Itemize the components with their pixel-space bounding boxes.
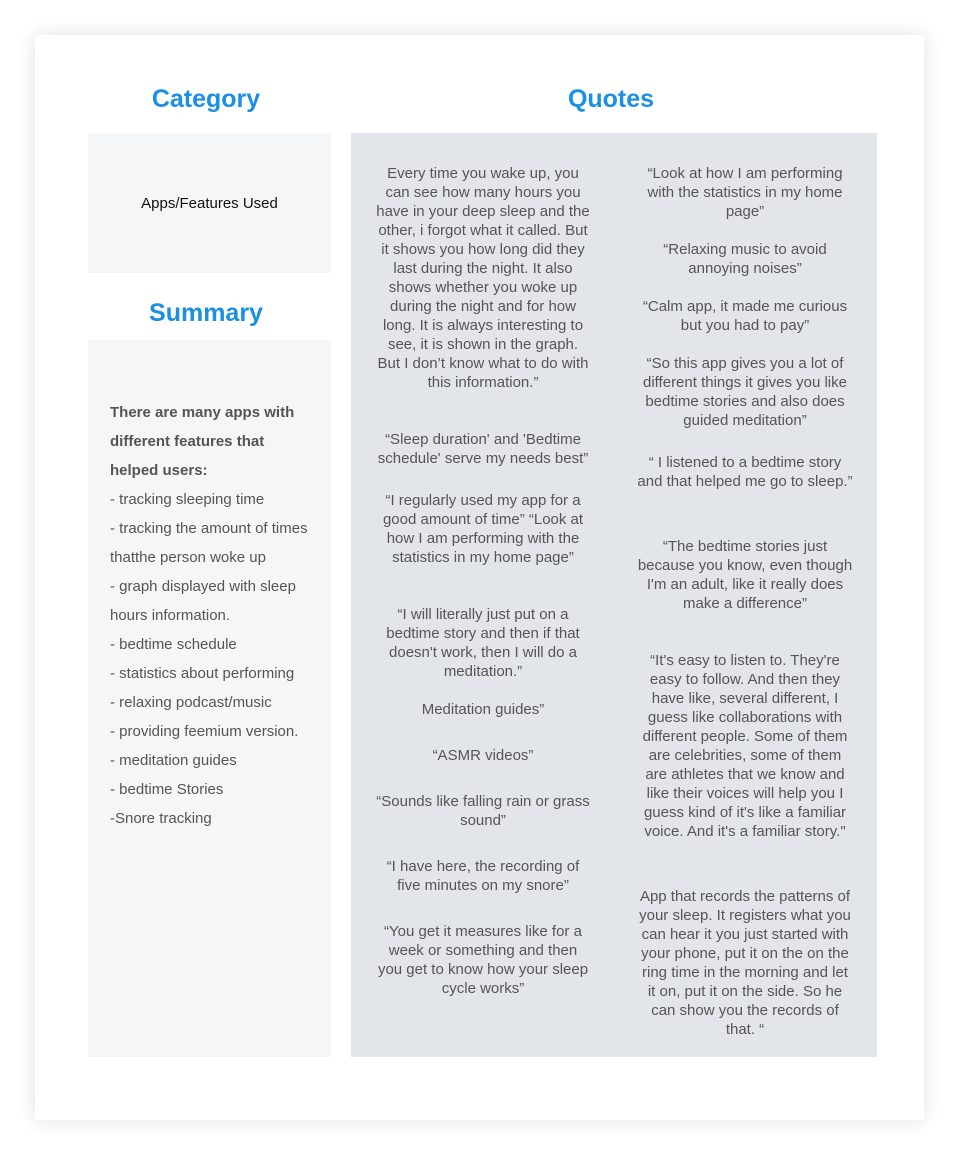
summary-item: -Snore tracking [110,810,212,827]
summary-item: - providing feemium version. [110,723,299,740]
quotes-box [351,133,877,1057]
quote: “ I listened to a bedtime story and that helped me go to sleep.” [637,454,853,490]
category-heading: Category [151,85,261,113]
summary-item: - relaxing podcast/music [110,694,272,711]
quote: “The bedtime stories just because you know, even though I'm an adult, like it really does make a difference” [637,538,853,612]
quote: “Look at how I am performing with the statistics in my home page” [647,165,843,220]
quote: “Calm app, it made me curious but you had to pay” [642,298,848,334]
category-box [88,133,331,273]
summary-item: - bedtime Stories [110,781,224,798]
quote: “I regularly used my app for a good amount of time” “Look at how I am performing with the statistics in my home page” [382,492,584,566]
quote: Every time you wake up, you can see how many hours you have in your deep sleep and the other, i forgot what it called. But it shows you how long did they last during the night. It also shows whether you woke up during the night and for how long. It is always interesting to see, it is shown in the graph. But I don’t know what to do with this information.” [376,165,590,391]
quote: “Relaxing music to avoid annoying noises” [663,241,827,277]
quote: App that records the patterns of your sleep. It registers what you can hear it you just started with your phone, put it on the on the ring time in the morning and let it on, put it on the side. So he can show you the records of that. “ [639,888,851,1038]
quote: “So this app gives you a lot of different things it gives you like bedtime stories and also does guided meditation” [642,355,847,429]
quote: “I will literally just put on a bedtime story and then if that doesn't work, then I will do a meditation.” [386,606,580,680]
category-label: Apps/Features Used [141,194,278,212]
summary-item: - meditation guides [110,752,237,769]
quote: Meditation guides” [421,701,545,718]
summary-heading: Summary [149,299,263,327]
summary-item: - graph displayed with sleep hours information. [110,578,296,624]
quote: “ASMR videos” [432,747,534,764]
summary-intro: There are many apps with different features that helped users: [110,404,295,479]
quote: “You get it measures like for a week or something and then you get to know how your sleep cycle works” [377,923,589,997]
summary-item: - tracking sleeping time [110,491,265,508]
summary-item: - statistics about performing [110,665,295,682]
summary-item: - bedtime schedule [110,636,237,653]
summary-item: - tracking the amount of times thatthe person woke up [110,520,308,566]
summary-box [88,340,331,1057]
quotes-heading: Quotes [567,85,655,113]
quote: “It's easy to listen to. They're easy to follow. And then they have like, several different, I guess like collaborations with different people. Some of them are celebrities, some of them are athletes that we know and like their voices will help you I guess kind of it's like a familiar voice. And it's a familiar story." [642,652,848,840]
quote: “Sounds like falling rain or grass sound” [376,793,590,829]
quote: “I have here, the recording of five minutes on my snore” [386,858,580,894]
summary-text [110,398,315,833]
quote: “Sleep duration' and 'Bedtime schedule' serve my needs best” [377,431,589,467]
